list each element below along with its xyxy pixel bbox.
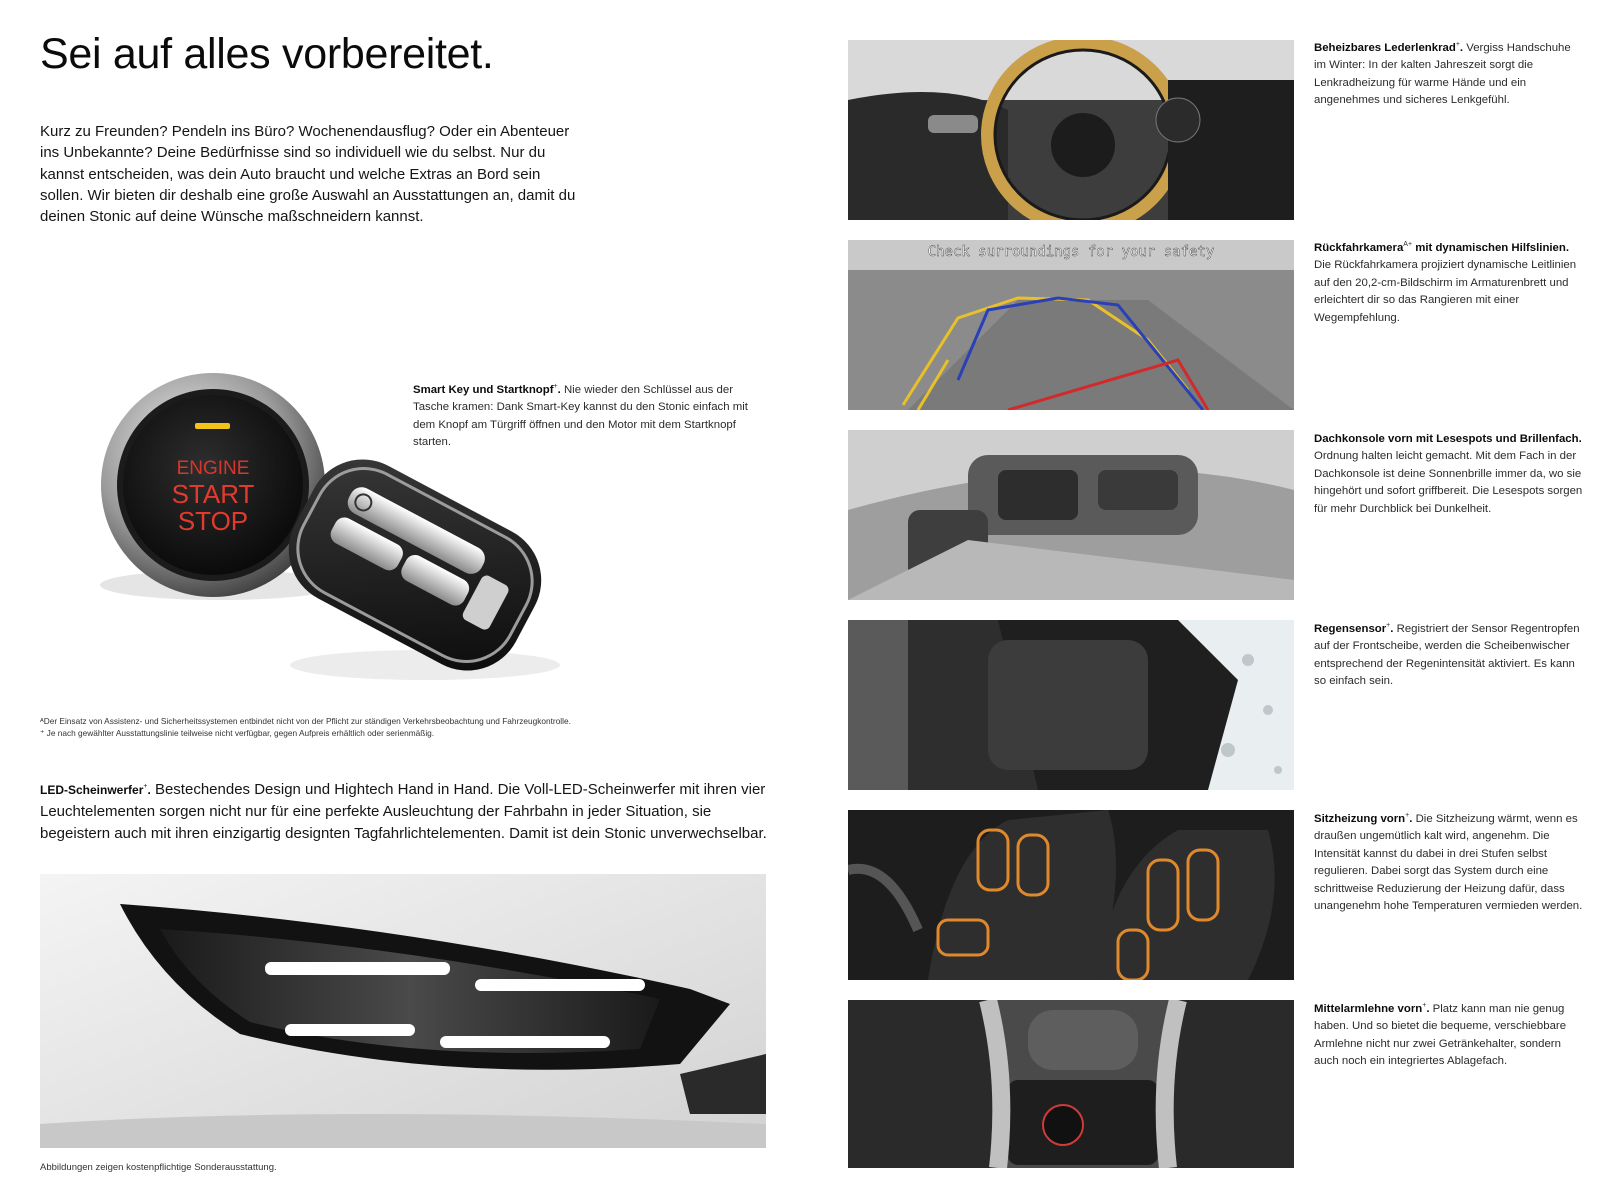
feature-mark: + — [1386, 622, 1391, 629]
intro-paragraph: Kurz zu Freunden? Pendeln ins Büro? Wochenendausflug? Oder ein Abenteuer ins Unbekannte? Deine Bedürfnisse sind so individuell wie du selbst. Nur du kannst entscheiden, was dein Auto braucht und welche Extras an Bord sein sollen. Wir bieten dir deshalb eine große Auswahl an Ausstattungen an, damit du deinen Stonic auf deine Wünsche maßschneidern kannst. — [40, 123, 576, 226]
rear-camera-overlay: Check surroundings for your safety — [927, 244, 1215, 260]
feature-suffix: . — [1409, 812, 1413, 825]
led-text: Bestechendes Design und Hightech Hand in Hand. Die Voll-LED-Scheinwerfer mit ihren vier Leuchtelementen sorgen nicht nur für eine perfekte Ausleuchtung der Fahrbahn in jeder Situation, sie begeistern auch mit ihren einzigartig designten Tagfahrlichtelementen. Damit ist dein Stonic unverwechselbar. — [40, 781, 767, 842]
button-label-engine: ENGINE — [176, 458, 250, 479]
feature-mark: + — [1405, 812, 1410, 819]
smart-key-title: Smart Key und Startknopf — [413, 383, 554, 396]
footnote-equipment: ⁺ Je nach gewählter Ausstattungslinie teilweise nicht verfügbar, gegen Aufpreis erhältlich oder serienmäßig. — [40, 728, 435, 738]
feature-text: Vergiss Handschuhe im Winter: In der kalten Jahreszeit sorgt die Lenkradheizung für warme Hände und ein angenehmes und sicheres Lenkgefühl. — [1314, 41, 1571, 107]
feature-suffix: . — [1459, 41, 1464, 54]
feature-text: Die Sitzheizung wärmt, wenn es draußen ungemütlich kalt wird, angenehm. Die Intensität kannst du dabei in drei Stufen selbst regulieren. Dabei sorgt das System durch eine schrittweise Reduzierung der Heizung dafür, dass unangenehm hohe Temperaturen vermieden werden. — [1314, 812, 1583, 913]
page-title: Sei auf alles vorbereitet. — [40, 30, 494, 78]
feature-mark: + — [1422, 1002, 1427, 1009]
bottom-note: Abbildungen zeigen kostenpflichtige Sonderausstattung. — [40, 1162, 277, 1173]
feature-title: Dachkonsole vorn mit Lesespots und Brillenfach. — [1314, 432, 1582, 445]
feature-caption-steering-wheel — [1314, 36, 1584, 110]
feature-mark: A+ — [1403, 241, 1413, 248]
feature-caption-roof-console — [1314, 427, 1584, 518]
feature-caption-seat-heating — [1314, 807, 1584, 916]
headlight-image — [40, 874, 766, 1148]
button-label-stop: STOP — [177, 506, 249, 536]
feature-title: Beheizbares Lederlenkrad — [1314, 41, 1456, 54]
smart-key-caption: Smart Key und Startknopf+. Nie wieder den Schlüssel aus der Tasche kramen: Dank Smart-Key kannst du den Stonic einfach mit dem Knopf am Türgriff öffnen und den Motor mit dem Startknopf starten. — [413, 383, 748, 449]
armrest-image — [848, 1000, 1294, 1168]
feature-text: Platz kann man nie genug haben. Und so bietet die bequeme, verschiebbare Armlehne nicht nur zwei Getränkehalter, sondern auch noch ein integriertes Ablagefach. — [1314, 1002, 1567, 1068]
seat-heating-image — [848, 810, 1294, 980]
feature-caption-rear-camera — [1314, 236, 1584, 327]
feature-text: Registriert der Sensor Regentropfen auf der Frontscheibe, werden die Scheibenwischer entsprechend der Regenintensität aktiviert. Es kann so einfach sein. — [1314, 622, 1580, 688]
feature-text: Die Rückfahrkamera projiziert dynamische Leitlinien auf den 20,2-cm-Bildschirm im Armaturenbrett und erleichtert dir so das Rangieren mit einer Wegempfehlung. — [1314, 259, 1577, 324]
feature-text: Ordnung halten leicht gemacht. Mit dem Fach in der Dachkonsole ist deine Sonnenbrille immer da, wo sie hingehört und sofort griffbereit. Die Lesespots sorgen für mehr Durchblick bei Dunkelheit. — [1314, 450, 1583, 515]
button-label-start: START — [171, 479, 255, 509]
feature-title: Mittelarmlehne vorn — [1314, 1002, 1423, 1015]
feature-title: Rückfahrkamera — [1314, 241, 1404, 254]
steering-wheel-image — [848, 40, 1294, 220]
feature-caption-armrest — [1314, 997, 1584, 1071]
rain-sensor-image — [848, 620, 1294, 790]
feature-suffix: . — [1426, 1002, 1430, 1015]
rear-camera-image — [848, 240, 1294, 410]
led-title: LED-Scheinwerfer — [40, 783, 144, 797]
smart-key-text: Nie wieder den Schlüssel aus der Tasche kramen: Dank Smart-Key kannst du den Stonic einfach mit dem Knopf am Türgriff öffnen und den Motor mit dem Startknopf starten. — [413, 383, 748, 449]
footnote-assist: ᴬDer Einsatz von Assistenz- und Sicherheitssystemen entbindet nicht von der Pflicht zur ständigen Verkehrsbeobachtung und Fahrzeugkontrolle. — [40, 716, 571, 726]
feature-suffix: . — [1390, 622, 1394, 635]
feature-mark: + — [1455, 41, 1460, 48]
feature-suffix: mit dynamischen Hilfslinien. — [1412, 241, 1570, 254]
led-paragraph: LED-Scheinwerfer+. Bestechendes Design und Hightech Hand in Hand. Die Voll-LED-Scheinwerfer mit ihren vier Leuchtelementen sorgen nicht nur für eine perfekte Ausleuchtung der Fahrbahn in jeder Situation, sie begeistern auch mit ihren einzigartig designten Tagfahrlichtelementen. Damit ist dein Stonic unverwechselbar. — [40, 781, 767, 842]
roof-console-image — [848, 430, 1294, 600]
feature-title: Sitzheizung vorn — [1314, 812, 1406, 825]
led-mark: + — [143, 783, 148, 790]
feature-caption-rain-sensor — [1314, 617, 1584, 691]
smart-key-mark: + — [553, 383, 558, 390]
feature-title: Regensensor — [1314, 622, 1387, 635]
